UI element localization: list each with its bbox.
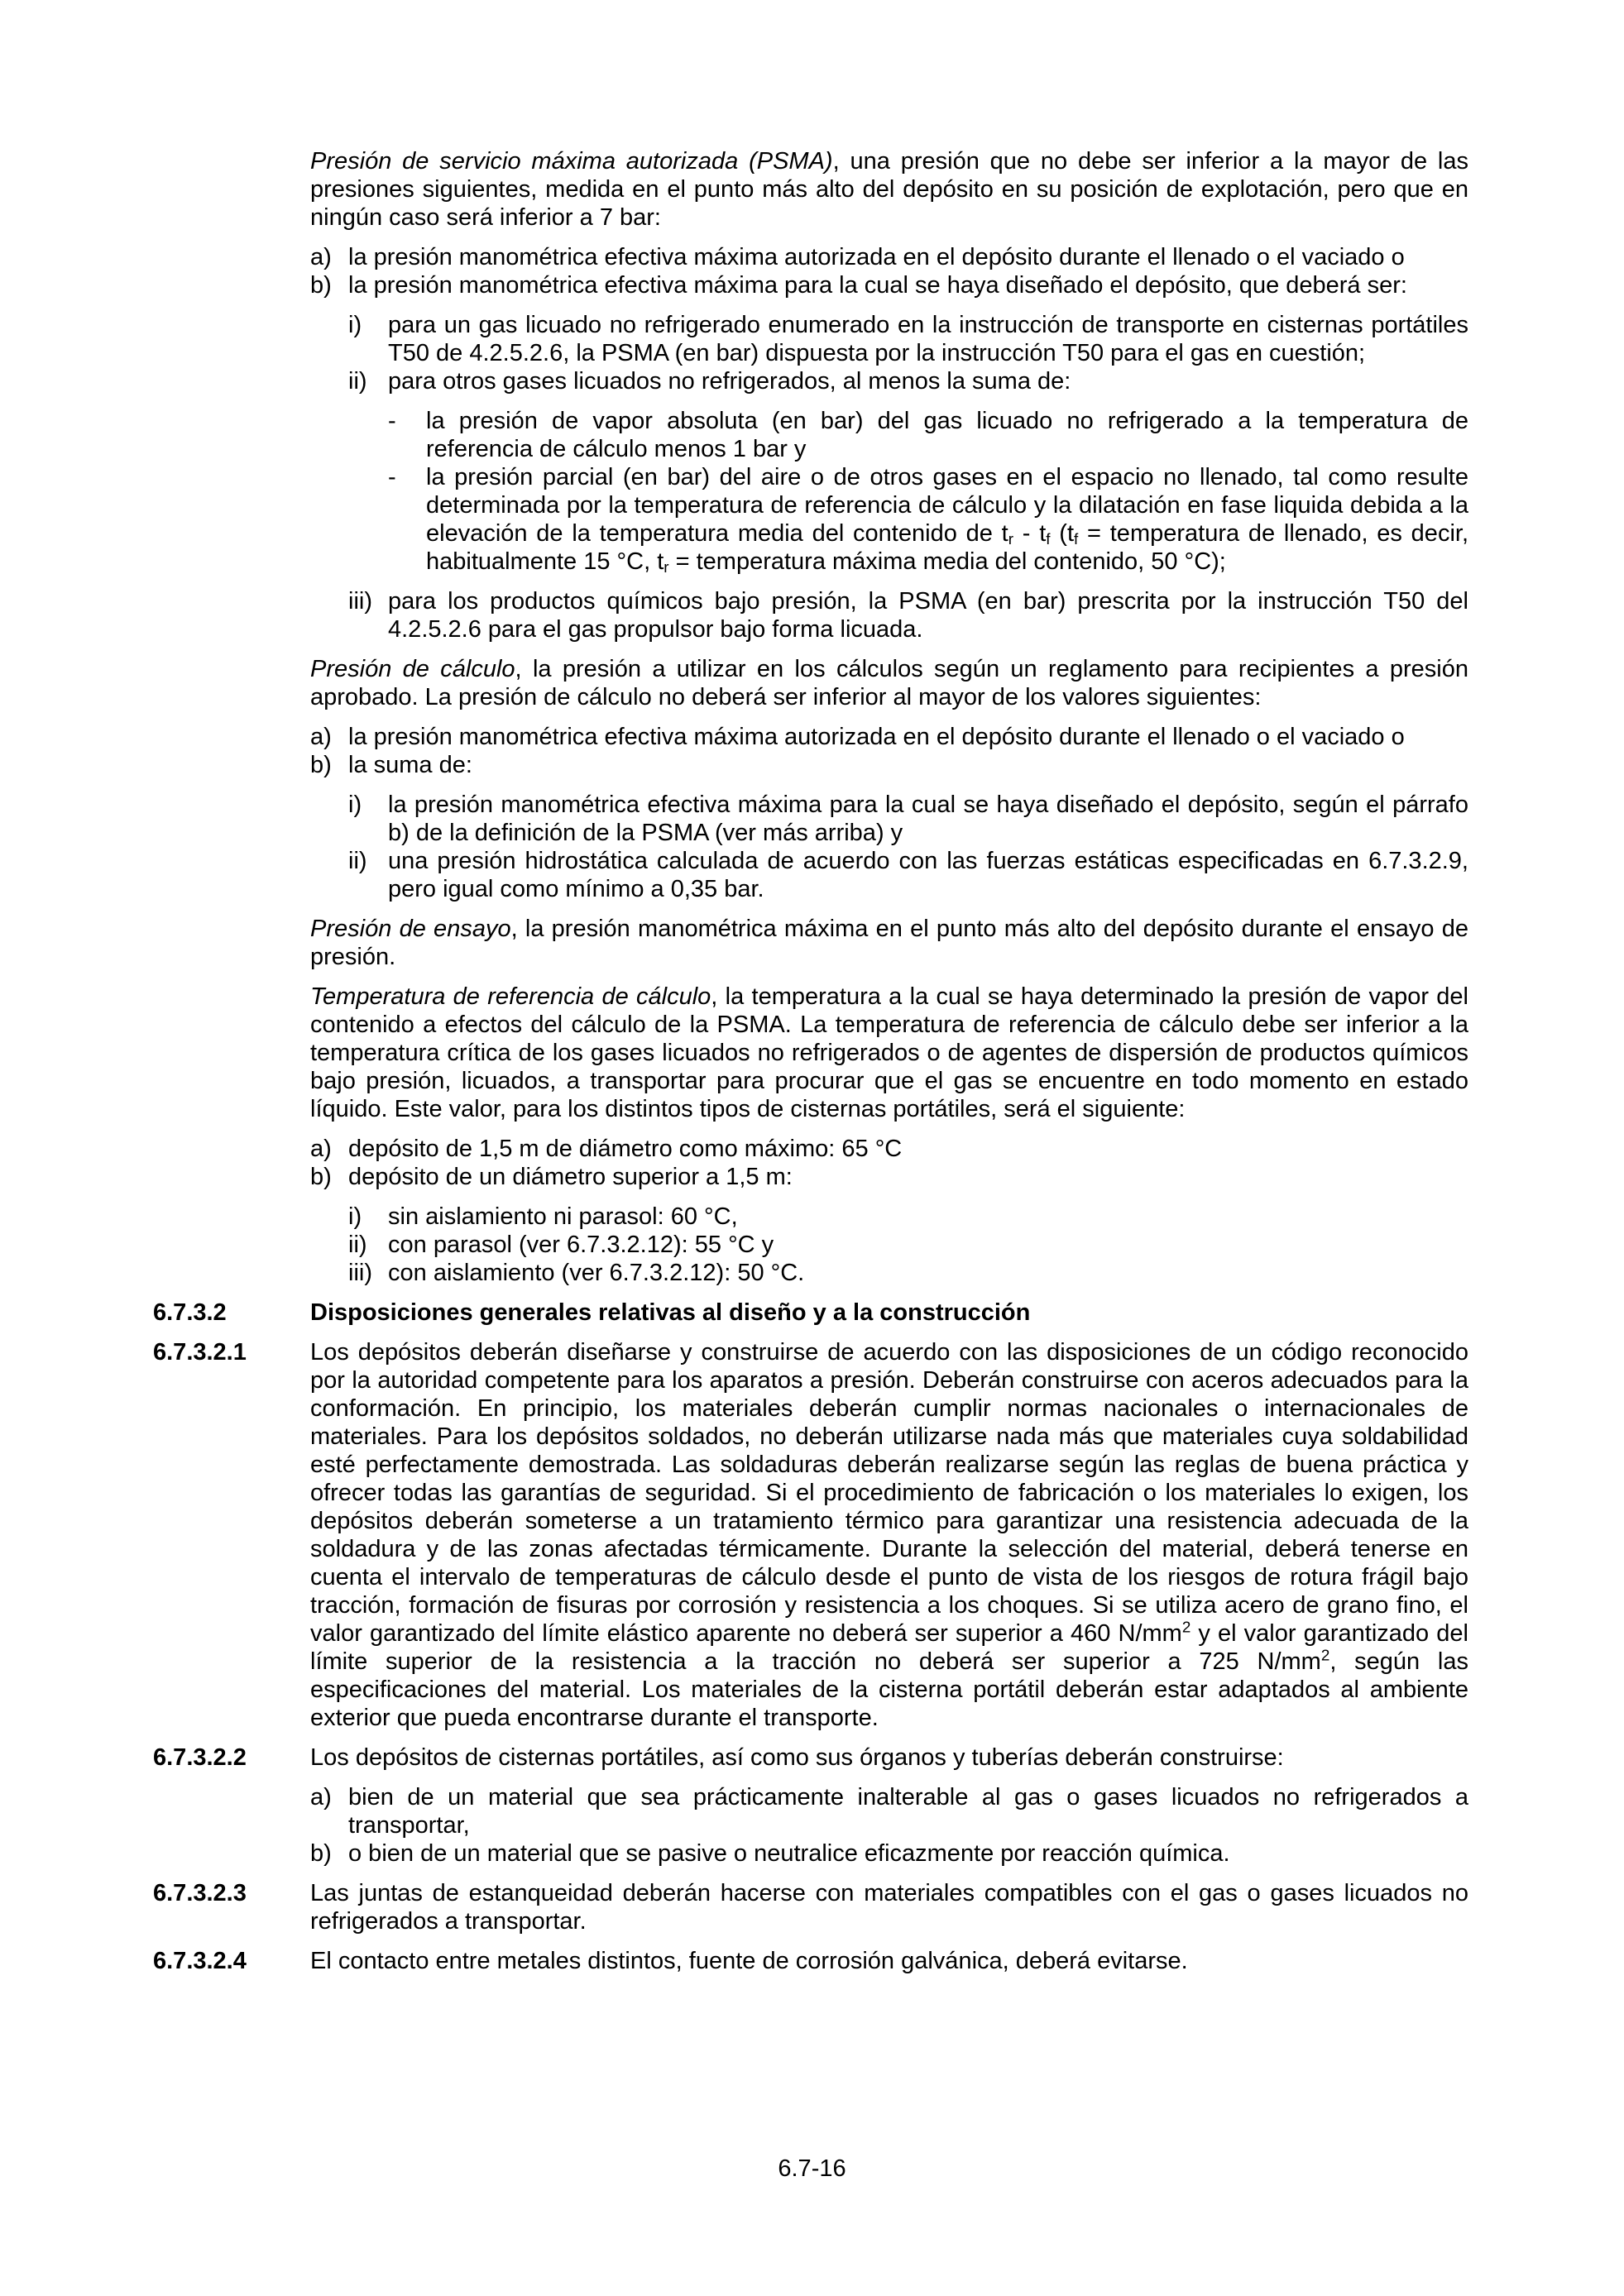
page-number: 6.7-16 — [778, 2155, 846, 2182]
clause-6-7-3-2-2 — [153, 1744, 1468, 1772]
list-item: iii) con aislamiento (ver 6.7.3.2.12): 50 °C. — [348, 1260, 805, 1286]
list-item: a) la presión manométrica efectiva máxima autorizada en el depósito durante el llenado o el vaciado o — [310, 244, 1405, 270]
ensayo-definition: Presión de ensayo, la presión manométrica máxima en el punto más alto del depósito durante el ensayo de presión. — [310, 916, 1468, 970]
list-item: - la presión de vapor absoluta (en bar) del gas licuado no refrigerado a la temperatura de referencia de cálculo menos 1 bar y — [388, 408, 1468, 462]
list-item: b) la presión manométrica efectiva máxima para la cual se haya diseñado el depósito, que deberá ser: — [310, 272, 1407, 299]
clause-number: 6.7.3.2.2 — [153, 1744, 247, 1771]
list-item: - la presión parcial (en bar) del aire o de otros gases en el espacio no llenado, tal como resulte determinada por la temperatura de referencia de cálculo y la dilatación en fase liquida debida a la elevación de la temperatura media del contenido de $t_r - t_f$ ($t_f$ = temperatura de llenado, es decir, habitualmente 15 °C, $t_r$ = temperatura máxima media del contenido, 50 °C); — [388, 464, 1468, 576]
clause-6-7-3-2-1 — [153, 1338, 1468, 1732]
clause-6-7-3-2-3 — [153, 1879, 1468, 1935]
calculo-definition: Presión de cálculo, la presión a utilizar en los cálculos según un reglamento para recipientes a presión aprobado. La presión de cálculo no deberá ser inferior al mayor de los valores siguientes: — [310, 656, 1468, 710]
psma-sublist-iii — [348, 587, 1468, 643]
temperatura-sublist — [348, 1203, 1468, 1287]
psma-sublist — [348, 311, 1468, 395]
temperatura-term: Temperatura de referencia de cálculo — [310, 983, 711, 1010]
list-item: i) sin aislamiento ni parasol: 60 °C, — [348, 1203, 738, 1230]
list-item: a) depósito de 1,5 m de diámetro como máximo: 65 °C — [310, 1136, 903, 1162]
page-content — [153, 147, 1468, 1987]
clause-2-list — [310, 1783, 1468, 1868]
clause-number: 6.7.3.2.3 — [153, 1880, 247, 1906]
list-item: i) para un gas licuado no refrigerado enumerado en la instrucción de transporte en cisternas portátiles T50 de 4.2.5.2.6, la PSMA (en bar) dispuesta por la instrucción T50 para el gas en cuestión; — [348, 312, 1468, 366]
list-item: b) o bien de un material que se pasive o neutralice eficazmente por reacción química. — [310, 1840, 1230, 1867]
list-item: ii) para otros gases licuados no refrigerados, al menos la suma de: — [348, 368, 1071, 395]
list-item: a) bien de un material que sea prácticamente inalterable al gas o gases licuados no refrigerados a transportar, — [310, 1784, 1468, 1839]
ensayo-term: Presión de ensayo — [310, 916, 511, 942]
list-item: ii) con parasol (ver 6.7.3.2.12): 55 °C y — [348, 1232, 774, 1258]
list-item: b) la suma de: — [310, 752, 472, 778]
psma-term: Presión de servicio máxima autorizada (PSMA) — [310, 148, 833, 175]
list-item: a) la presión manométrica efectiva máxima autorizada en el depósito durante el llenado o el vaciado o — [310, 724, 1405, 750]
temperatura-list — [310, 1135, 1468, 1191]
clause-6-7-3-2-4 — [153, 1947, 1468, 1975]
clause-text: Los depósitos de cisternas portátiles, así como sus órganos y tuberías deberán construirse: — [310, 1744, 1284, 1771]
list-item: b) depósito de un diámetro superior a 1,5 m: — [310, 1164, 793, 1190]
list-item: i) la presión manométrica efectiva máxima para la cual se haya diseñado el depósito, según el párrafo b) de la definición de la PSMA (ver más arriba) y — [348, 792, 1468, 846]
clause-text: El contacto entre metales distintos, fuente de corrosión galvánica, deberá evitarse. — [310, 1948, 1188, 1974]
clause-text: Los depósitos deberán diseñarse y construirse de acuerdo con las disposiciones de un código reconocido por la autoridad competente para los aparatos a presión. Deberán construirse con aceros adecuados para la conformación. En principio, los materiales deberán cumplir normas nacionales o internacionales de materiales. Para los depósitos soldados, no deberán utilizarse nada más que materiales cuya soldabilidad esté perfectamente demostrada. Las soldaduras deberán realizarse según las reglas de buena práctica y ofrecer todas las garantías de seguridad. Si el procedimiento de fabricación o los materiales lo exigen, los depósitos deberán someterse a un tratamiento térmico para garantizar una resistencia adecuada de la soldadura y de las zonas afectadas térmicamente. Durante la selección del material, deberá tenerse en cuenta el intervalo de temperaturas de cálculo desde el punto de vista de los riesgos de rotura frágil bajo tracción, formación de fisuras por corrosión y resistencia a los choques. Si se utiliza acero de grano fino, el valor garantizado del límite elástico aparente no deberá ser superior a 460 $N/mm^2$ y el valor garantizado del límite superior de la resistencia a la tracción no deberá ser superior a 725 $N/mm^2$, según las especificaciones del material. Los materiales de la cisterna portátil deberán estar adaptados al ambiente exterior que pueda encontrarse durante el transporte. — [310, 1339, 1468, 1731]
psma-definition: Presión de servicio máxima autorizada (PSMA), una presión que no debe ser inferior a la mayor de las presiones siguientes, medida en el punto más alto del depósito en su posición de explotación, pero que en ningún caso será inferior a 7 bar: — [310, 148, 1468, 231]
list-item: ii) una presión hidrostática calculada de acuerdo con las fuerzas estáticas especificadas en 6.7.3.2.9, pero igual como mínimo a 0,35 bar. — [348, 848, 1468, 902]
clause-number: 6.7.3.2.1 — [153, 1339, 247, 1366]
psma-dash-list — [388, 407, 1468, 576]
section-title: Disposiciones generales relativas al diseño y a la construcción — [310, 1299, 1031, 1326]
temperatura-definition: Temperatura de referencia de cálculo, la temperatura a la cual se haya determinado la presión de vapor del contenido a efectos del cálculo de la PSMA. La temperatura de referencia de cálculo debe ser inferior a la temperatura crítica de los gases licuados no refrigerados o de agentes de dispersión de productos químicos bajo presión, licuados, a transportar para procurar que el gas se encuentre en todo momento en estado líquido. Este valor, para los distintos tipos de cisternas portátiles, será el siguiente: — [310, 983, 1468, 1122]
section-number: 6.7.3.2 — [153, 1299, 227, 1326]
psma-list — [310, 243, 1468, 299]
clause-text: Las juntas de estanqueidad deberán hacerse con materiales compatibles con el gas o gases licuados no refrigerados a transportar. — [310, 1880, 1468, 1935]
calculo-sublist — [348, 791, 1468, 903]
calculo-term: Presión de cálculo — [310, 656, 515, 682]
clause-number: 6.7.3.2.4 — [153, 1948, 247, 1974]
calculo-list — [310, 723, 1468, 779]
section-heading — [153, 1299, 1468, 1327]
list-item: iii) para los productos químicos bajo presión, la PSMA (en bar) prescrita por la instrucción T50 del 4.2.5.2.6 para el gas propulsor bajo forma licuada. — [348, 588, 1468, 643]
